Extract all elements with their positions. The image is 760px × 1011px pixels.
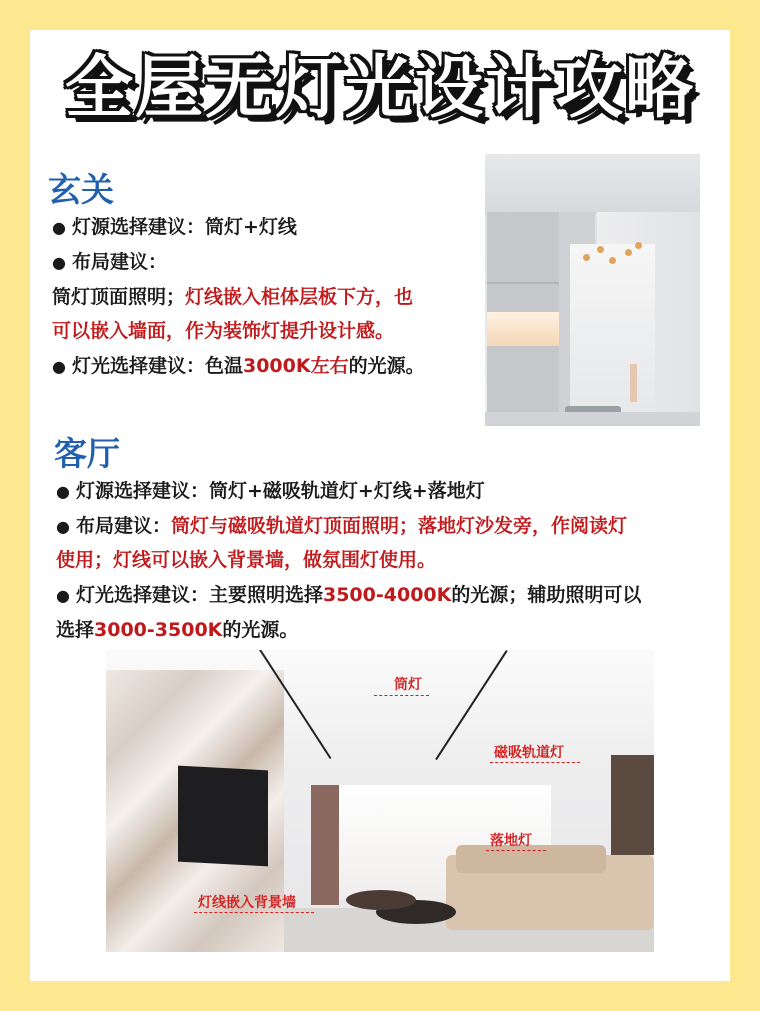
living-layout-2: 使用；灯线可以嵌入背景墙，做氛围灯使用。 bbox=[56, 549, 437, 571]
living-heading: 客厅 bbox=[54, 434, 120, 473]
living-color-temp-2: 选择3000-3500K的光源。 bbox=[56, 619, 299, 641]
entry-light-source: ● 灯源选择建议：筒灯+灯线 bbox=[52, 216, 297, 238]
label-track-light: 磁吸轨道灯 bbox=[494, 745, 564, 761]
label-downlight: 筒灯 bbox=[394, 677, 422, 693]
living-layout: ● 布局建议：筒灯与磁吸轨道灯顶面照明；落地灯沙发旁，作阅读灯 bbox=[56, 515, 627, 537]
bullet-icon: ● bbox=[52, 357, 66, 376]
entry-layout-label: ● 布局建议： bbox=[52, 251, 167, 273]
label-floor-lamp: 落地灯 bbox=[490, 833, 532, 849]
entry-color-temp: ● 灯光选择建议：色温3000K左右的光源。 bbox=[52, 355, 425, 377]
page-title: 全屋无灯光设计攻略 bbox=[64, 49, 695, 128]
entry-heading: 玄关 bbox=[48, 170, 114, 209]
entry-photo bbox=[485, 154, 700, 426]
living-color-temp: ● 灯光选择建议：主要照明选择3500-4000K的光源；辅助照明可以 bbox=[56, 584, 642, 606]
bullet-icon: ● bbox=[52, 253, 66, 272]
entry-layout-text-2: 可以嵌入墙面，作为装饰灯提升设计感。 bbox=[52, 320, 395, 342]
bullet-icon: ● bbox=[56, 517, 70, 536]
bullet-icon: ● bbox=[52, 218, 66, 237]
living-light-source: ● 灯源选择建议：筒灯+磁吸轨道灯+灯线+落地灯 bbox=[56, 480, 485, 502]
content-card bbox=[30, 30, 730, 981]
living-room-photo bbox=[106, 650, 654, 952]
bullet-icon: ● bbox=[56, 482, 70, 501]
bullet-icon: ● bbox=[56, 586, 70, 605]
label-wall-strip: 灯线嵌入背景墙 bbox=[198, 895, 296, 911]
entry-layout-text: 筒灯顶面照明；灯线嵌入柜体层板下方，也 bbox=[52, 286, 414, 308]
